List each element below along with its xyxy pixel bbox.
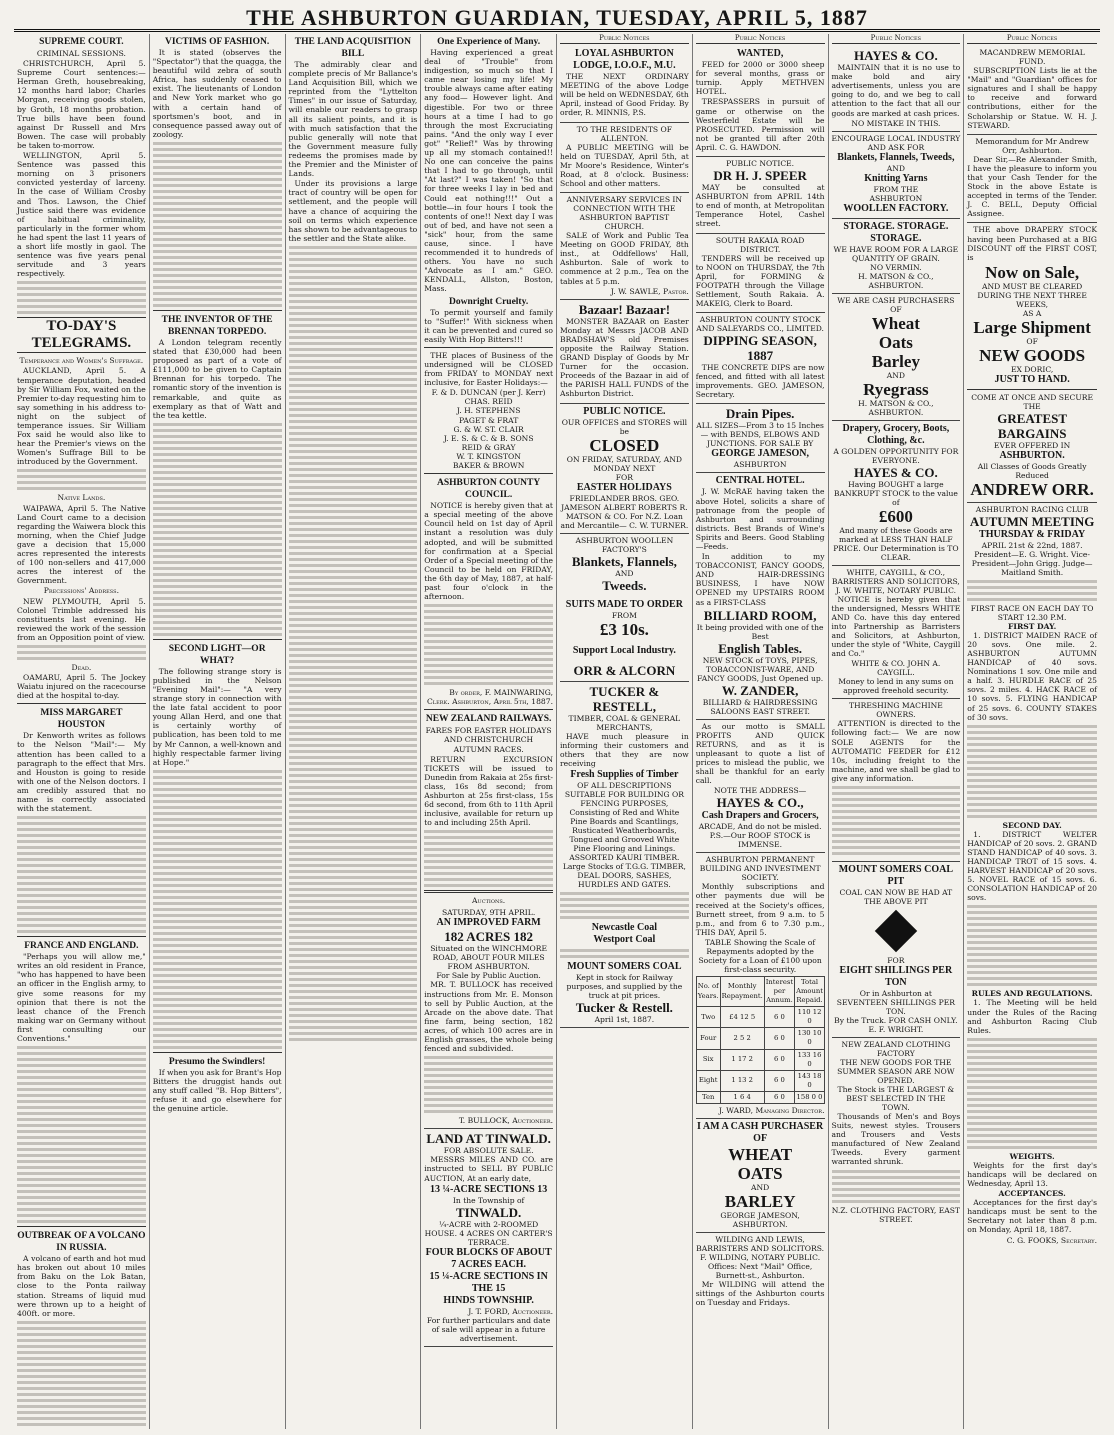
baptist-notice: ANNIVERSARY SERVICES IN CONNECTION WITH THE ASHBURTON BAPTIST CHURCH. SALE of Work and Public Tea Meeting on GOOD FRIDAY, 8th inst., at Oddfellows' Hall, Ashburton. Sale of work to commence at 2 p.m., Tea on the tables at 5 p.m. J. W. SAWLE, Pastor. [560, 193, 689, 300]
easter-closing-notice: PUBLIC NOTICE. OUR OFFICES and STORES will be CLOSED ON FRIDAY, SATURDAY, AND MONDAY NEXT FOR EASTER HOLIDAYS FRIEDLANDER BROS. GEO. JAMESON ALBERT ROBERTS R. MATSON & CO. For N.Z. Loan and Mercantile— C. W. TURNER. [560, 404, 689, 534]
cash-purchaser-advert: I AM A CASH PURCHASER OF WHEAT OATS AND BARLEY GEORGE JAMESON, ASHBURTON. [696, 1119, 825, 1233]
article-text: "Perhaps you will allow me," writes an old resident in France, "who has happened to have been an officer in the English army, to give some reasons for my opinion that there is not the least chance of the French making war on Germany without first consulting our Conventions." [17, 952, 146, 1044]
column-8 [964, 34, 1100, 1429]
table-row: Six 1 17 2 6 0 133 16 0 [696, 1049, 824, 1070]
heading-victims-of-fashion: VICTIMS OF FASHION. [165, 37, 270, 47]
subheading: Native Lands. [57, 493, 106, 503]
article-text: WAIPAWA, April 5. The Native Land Court came to a decision regarding the Waiwera block this morning, when the Chief Judge gave a decision that 15,000 acres represented the interests of 100 non-sellers and 417,000 acres the interest of the Government. [17, 503, 146, 586]
local-industry-advert: ENCOURAGE LOCAL INDUSTRY AND ASK FOR Blankets, Flannels, Tweeds, AND Knitting Yarns FROM THE ASHBURTON WOOLLEN FACTORY. [832, 132, 961, 219]
bankrupt-stock-advert: Drapery, Grocery, Boots, Clothing, &c. A GOLDEN OPPORTUNITY FOR EVERYONE. HAYES & CO. Having BOUGHT a large BANKRUPT STOCK to the value of £600 And many of these Goods are marked at LESS THAN HALF PRICE. Our Determination is TO CLEAR. [832, 421, 961, 566]
article-text: If when you ask for Brant's Hop Bitters the druggist hands out any stuff called "B. Hop Bitters", refuse it and go elsewhere for the genuine article. [152, 1067, 282, 1114]
andrew-orr-advert: THE above DRAPERY STOCK having been Purchased at a BIG DISCOUNT off the FIRST COST, is Now on Sale, AND MUST BE CLEARED DURING THE NEXT THREE WEEKS, AS A Large Shipment OF NEW GOODS EX DORIC, JUST TO HAND. COME AT ONCE AND SECURE THE GREATEST BARGAINS EVER OFFERED IN ASHBURTON. All Classes of Goods Greatly Reduced ANDREW ORR. [967, 223, 1097, 502]
heading-france-and-england: FRANCE AND ENGLAND. [24, 941, 139, 952]
heading-supreme-court: SUPREME COURT. [39, 37, 124, 47]
allenton-notice: TO THE RESIDENTS OF ALLENTON. A PUBLIC MEETING will be held on TUESDAY, April 5th, at Mr Moore's Residence, Winter's Road, at 8 o'clock. Business: School and other matters. [560, 123, 689, 193]
heading-land-acquisition-bill: THE LAND ACQUISITION BILL [294, 37, 411, 59]
firm-name: J. E. S. & C. & B. SONS [443, 433, 534, 443]
article-text: Under its provisions a large tract of country will be open for settlement, and the people will have a chance of acquiring the soil on terms which experience has shown to be advantageous to the settler and the State alike. [288, 179, 418, 243]
auction-advert: SATURDAY, 9TH APRIL. AN IMPROVED FARM 182 ACRES 182 Situated on the WINCHMORE ROAD, ABOUT FOUR MILES FROM ASHBURTON. For Sale by Public Auction. MR. T. BULLOCK has received instructions from Mr. E. Monson to sell by Public Auction, at the Arcade on the above date. That fine farm, being section, 182 acres, of which 100 acres are in English grasses, the whole being fenced and subdivided. T. BULLOCK, Auctioneer. [424, 906, 553, 1129]
article-text: A London telegram recently stated that £30,000 had been proposed as part of a vote of £111,000 to be given to Captain Brennan for his torpedo. The romantic story of the invention is remarkable, and quite as exemplary as that of Watt and the tea kettle. [152, 337, 282, 420]
article-text: The following strange story is published in the Nelson "Evening Mail":— "A very strange story in connection with the late fatal accident to poor young Allan Herd, and one that is certainly worthy of publication, has been told to me by Mr Cannon, a well-known and highly respectable farmer living at Hope." [152, 666, 282, 767]
table-row: Ten 1 6 4 6 0 158 0 0 [696, 1091, 824, 1103]
notice-text: RETURN EXCURSION TICKETS will be issued to Dunedin from Rakaia at 25s first-class, 16s 8d second; from Ashburton at 25s first-class, 15s 6d second, from 6th to 11th April inclusive, available for return up to and including 25th April. [424, 754, 553, 828]
dr-speer-notice: PUBLIC NOTICE. DR H. J. SPEER MAY be consulted at ASHBURTON from APRIL 14th to end of month, at Metropolitan Temperance Hotel, Cashel street. [696, 157, 825, 233]
subheading: Temperance and Women's Suffrage. [19, 356, 144, 366]
central-hotel-advert: CENTRAL HOTEL. J. W. McRAE having taken the above Hotel, solicits a share of patronage from the people of Ashburton and surrounding districts. Best Brands of Wine's Spirits and Beers. Good Stabling—Feeds. In addition to my TOBACCONIST, FANCY GOODS, AND HAIR-DRESSING BUSINESS, I have NOW OPENED my UPSTAIRS ROOM as a FIRST-CLASS BILLIARD ROOM, It being provided with one of the Best English Tables. NEW STOCK of TOYS, PIPES, TOBACCONIST-WARE, AND FANCY GOODS, Just Opened up. W. ZANDER, BILLIARD & HAIRDRESSING SALOONS EAST STREET. [696, 473, 825, 719]
firm-name: J. H. STEPHENS [456, 406, 521, 416]
memorial-fund-notice: MACANDREW MEMORIAL FUND. SUBSCRIPTION Lists lie at the "Mail" and "Guardian" offices for signatures and I shall be happy to receive and forward contributions, either for the Scholarship or Statue. W. H. J. STEWARD. [967, 46, 1097, 135]
column-4 [421, 34, 557, 1429]
column-label: Public Notices [967, 34, 1097, 44]
notice-text: NOTICE is hereby given that at a special meeting of the above Council held on 1st day of April instant a resolution was duly adopted, and will be submitted for confirmation at a Special Order of a Special meeting of the Council to be held on FRIDAY, the 6th day of May, 1887, at half-past four o'clock in the afternoon. [424, 501, 553, 602]
hayes-cash-advert: As our motto is SMALL PROFITS AND QUICK RETURNS, and as it is unpleasant to quote a list of prices to mislead the public, we shall be thankful for an early call. NOTE THE ADDRESS— HAYES & CO., Cash Drapers and Grocers, ARCADE, And do not be misled. P.S.—Our ROOF STOCK is IMMENSE. [696, 720, 825, 854]
masthead-title: THE ASHBURTON GUARDIAN, TUESDAY, APRIL 5, 1887 [246, 4, 868, 30]
column-label: Public Notices [696, 34, 825, 44]
column-1 [14, 34, 150, 1429]
firm-list [424, 388, 553, 470]
column-label: Public Notices [560, 34, 689, 44]
article-text: AUCKLAND, April 5. A temperance deputation, headed by Sir William Fox, waited on the Premier to-day requesting him to say something in his address to-night on the subject of temperance issues. Sir William Fox said he would also like to hear the Premier's views on the Women's Suffrage Bill to be introduced by the Government. [17, 366, 146, 467]
clothing-factory-advert: NEW ZEALAND CLOTHING FACTORY THE NEW GOODS FOR THE SUMMER SEASON ARE NOW OPENED. The Stock is THE LARGEST & BEST SELECTED IN THE TOWN. Thousands of Men's and Boys Suits, newest styles. Trousers and Trousers and Vests manufactured of New Zealand Tweeds. Every garment warranted shrunk. N.Z. CLOTHING FACTORY, EAST STREET. [831, 1039, 961, 1224]
heading-county-council: ASHBURTON COUNTY COUNCIL. [437, 478, 541, 501]
article-text: OAMARU, April 5. The Jockey Waiatu injured on the racecourse died at the hospital to-day. [17, 673, 146, 701]
article-text: CHRISTCHURCH, April 5. Supreme Court sentences:—Herman Greth, housebreaking, 12 months hard labor; Charles Morgan, receiving goods stolen, by Groth, 18 months probation. True bills have been found against Dr Russell and Mrs Bowen. The case will probably be taken to-morrow. [17, 59, 146, 150]
article-text: A volcano of earth and hot mud has broken out about 10 miles from Baku on the Lok Batan, close to the Ponta railway station. Streams of liquid mud were thrown up to a height of 400ft. or more. [17, 1254, 146, 1318]
memorandum-notice: Memorandum for Mr Andrew Orr, Ashburton. Dear Sir,—Re Alexander Smith, I have the pleasure to inform you that your Cash Tender for the Stock in the above Estate is accepted in terms of the Tender. J. C. BELL, Deputy Official Assignee. [967, 135, 1097, 224]
firm-name: G. & W. ST. CLAIR [453, 424, 524, 434]
column-2 [150, 34, 286, 1429]
column-5 [557, 34, 693, 1429]
racing-club-advert: ASHBURTON RACING CLUB AUTUMN MEETING THURSDAY & FRIDAY APRIL 21st & 22nd, 1887. President—E. G. Wright. Vice-President—John Grigg. Judge—Maitland Smith. FIRST RACE ON EACH DAY TO START 12.30 P.M. FIRST DAY. 1. DISTRICT MAIDEN RACE of 20 sovs. One mile. 2. ASHBURTON AUTUMN HANDICAP of 40 sovs. Nominations 1 sov. One mile and a half. 3. HURDLE RACE of 25 sovs. 2 miles. 4. HACK RACE of 10 sovs. 5. FLYING HANDICAP of 25 sovs. 6. COUNTY STAKES of 30 sovs. SECOND DAY. 1. DISTRICT WELTER HANDICAP of 20 sovs. 2. GRAND STAND HANDICAP of 40 sovs. 3. HANDICAP TROT of 15 sovs. 4. HARVEST HANDICAP of 20 sovs. 5. NOVEL RACE of 15 sovs. 6. CONSOLATION HANDICAP of 20 sovs. RULES AND REGULATIONS. 1. The Meeting will be held under the Rules of the Racing and Ashburton Racing Club Rules. WEIGHTS. Weights for the first day's handicaps will be declared on Wednesday, April 13. ACCEPTANCES. Acceptances for the first day's handicaps must be sent to the Secretary not later than 8 p.m. on Monday, April 18, 1887. C. G. FOOKS, Secretary. [967, 504, 1097, 1245]
firm-name: W. T. KINGSTON [456, 451, 521, 461]
subheading-criminal-sessions: CRIMINAL SESSIONS. [36, 49, 126, 58]
heading-volcano-outbreak: OUTBREAK OF A VOLCANO IN RUSSIA. [17, 1231, 146, 1254]
hayes-advert: HAYES & CO. MAINTAIN that it is no use to make bold and airy advertisements, unless you are going to do, and we beg to call attention to the fact that all our goods are marked at cash prices. NO MISTAKE IN THIS. [832, 46, 961, 132]
columns [14, 34, 1100, 1429]
subheading: Dead. [71, 662, 92, 672]
lodge-notice: LOYAL ASHBURTON LODGE, I.O.O.F., M.U. THE NEXT ORDINARY MEETING of the above Lodge will be held on WEDNESDAY, 6th April, instead of Good Friday. By order, R. MINNIS, P.S. [560, 46, 689, 122]
advert-text: To permit yourself and family to "Suffer!" With sickness when it can be prevented and cured so easily With Hop Bitters!!! [424, 307, 553, 344]
heading-todays-telegrams: TO-DAY'S TELEGRAMS. [17, 317, 146, 353]
subheading: FARES FOR EASTER HOLIDAYS AND CHRISTCHURCH AUTUMN RACES. [425, 726, 552, 754]
article-text: It is stated (observes the "Spectator") that the quagga, the beautiful wild zebra of south Africa, has suddenly ceased to exist. The lieutenants of London and New York market who go with a certain hand of sportsmen's boot, and in consequence passed away out of zoology. [152, 48, 282, 139]
building-society-advert: ASHBURTON PERMANENT BUILDING AND INVESTMENT SOCIETY. Monthly subscriptions and other payments due will be received at the Society's offices, Burnett street, from 9 a.m. to 5 p.m., and from 6 to 7.30 p.m., THIS DAY, April 5. TABLE Showing the Scale of Repayments adopted by the Society for a Loan of £100 upon first-class security. No. of Years. Monthly Repayment. Interest per Annum. Total Amount Repaid. Two £4 12 5 6 0 110 12 0 Four 2 5 2 6 0 130 10 0 Six 1 17 2 6 0 133 16 0 Eight 1 13 2 6 0 143 18 0 Ten 1 6 4 6 0 158 0 0 J. WARD, Managing Director. [696, 853, 825, 1119]
article-text: Dr Kenworth writes as follows to the Nelson "Mail":— My attention has been called to a paragraph to the effect that Mrs. and Houston is going to reside with one of the Nelson doctors. I am credibly assured that no name is correctly associated with the statement. [17, 731, 146, 814]
table-row: Two £4 12 5 6 0 110 12 0 [696, 1007, 824, 1028]
storage-advert: STORAGE. STORAGE. STORAGE. WE HAVE ROOM FOR A LARGE QUANTITY OF GRAIN. NO VERMIN. H. MATSON & CO., ASHBURTON. [832, 219, 961, 294]
column-label: Public Notices [832, 34, 961, 44]
heading-second-light: SECOND LIGHT—OR WHAT? [168, 643, 266, 666]
section-auctions: Auctions. [472, 896, 506, 906]
tinwald-advert: LAND AT TINWALD. FOR ABSOLUTE SALE. MESSRS MILES AND CO. are instructed to SELL BY PUBLIC AUCTION, At an early date, 13 ¼-ACRE SECTIONS 13 In the Township of TINWALD. ¼-ACRE with 2-ROOMED HOUSE. 4 ACRES ON CARTER'S TERRACE. FOUR BLOCKS OF ABOUT 7 ACRES EACH. 15 ¼-ACRE SECTIONS IN THE 15 HINDS TOWNSHIP. J. T. FORD, Auctioneer. For further particulars and date of sale will appear in a future advertisement. [424, 1129, 553, 1346]
subheading: Precessions' Address. [43, 586, 119, 596]
article-text: NEW PLYMOUTH, April 5. Colonel Trimble addressed his constituents last evening. He reviewed the work of the session from an Opposition point of view. [17, 596, 146, 642]
column-3 [286, 34, 422, 1429]
threshing-advert: THRESHING MACHINE OWNERS. ATTENTION is directed to the following fact:— We are now SOLE AGENTS for the AUTOMATIC FEEDER for £12 10s, including freight to the machine, and we shall be glad to give any information. [832, 699, 961, 862]
diamond-ornament-icon [875, 910, 917, 952]
wilding-lewis-advert: WILDING AND LEWIS, BARRISTERS AND SOLICITORS. F. WILDING, NOTARY PUBLIC. Offices: Next "Mail" Office, Burnett-st., Ashburton. Mr WILDING will attend the sittings of the Ashburton courts on Tuesday and Fridays. [695, 1235, 825, 1308]
grain-purchasers-advert: WE ARE CASH PURCHASERS OF Wheat Oats Barley AND Ryegrass H. MATSON & CO., ASHBURTON. [832, 294, 961, 421]
heading-one-experience: One Experience of Many. [437, 37, 541, 47]
dipping-season-advert: ASHBURTON COUNTY STOCK AND SALEYARDS CO., LIMITED. DIPPING SEASON, 1887 THE CONCRETE DIPS are now fenced, and fitted with all latest improvements. GEO. JAMESON, Secretary. [696, 313, 825, 404]
road-district-notice: SOUTH RAKAIA ROAD DISTRICT. TENDERS will be received up to NOON on THURSDAY, the 7th April, for FORMING & FOOTPATH through the Village Settlement, South Rakaia. A. MAKEIG, Clerk to Board. [696, 234, 825, 314]
repayment-table [696, 976, 825, 1104]
masthead [14, 6, 1100, 32]
signature: By order, F. MAINWARING, Clerk. Ashburton, April 5th, 1887. [427, 688, 553, 707]
bazaar-advert: Bazaar! Bazaar! MONSTER BAZAAR on Easter Monday at Messrs JACOB AND BRADSHAW'S old Premises opposite the Railway Station. GRAND Display of Goods by Mr Turner for the occasion. Proceeds of the Bazaar in aid of the PARISH HALL FUNDS of the Ashburton District. [560, 300, 689, 404]
table-row: Four 2 5 2 6 0 130 10 0 [696, 1028, 824, 1049]
advert-text: Having experienced a great deal of "Trouble" from indigestion, so much so that I came near losing my life! My trouble always came after eating any food— However light. And digestible. For two or three hours at a time I had to go through the most Excruciating pains. "And the only way I ever got" "Relief!" Was by throwing up all my stomach contained!! No one can conceive the pains that I had to go through, until "At last?" I was taken! "So that for three weeks I lay in bed and Could eat nothing!!!" Out a bottle—in four hours I took the contents of one!! Next day I was out of bed, and have not seen a "sick" hour, from the same cause, since. I have recommended it to hundreds of others. You have no such "Advocate as I am." GEO. KENDALL, Allston, Boston, Mass. [424, 48, 553, 294]
firm-name: F. & D. DUNCAN (per J. Kerr) [431, 388, 546, 398]
table-header-row: No. of Years. Monthly Repayment. Interest per Annum. Total Amount Repaid. [696, 976, 824, 1006]
column-7 [829, 34, 965, 1429]
article-text: WELLINGTON, April 5. Sentence was passed this morning on 3 prisoners convicted yesterday of larceny. In the case of William Crosby and Thos. Lawson, the Chief Justice said there was evidence of habitual criminality, particularly in the former whom he had spent the last 11 years of a short life mostly in gaol. The sentence was five years penal servitude and 3 years respectively. [17, 151, 146, 279]
firm-name: REID & GRAY [461, 442, 516, 452]
notice-text: THE places of Business of the undersigned will be CLOSED from FRIDAY to MONDAY next inclusive, for Easter Holidays:— [424, 350, 553, 388]
woollen-factory-advert: ASHBURTON WOOLLEN FACTORY'S Blankets, Flannels, AND Tweeds. SUITS MADE TO ORDER FROM £3 10s. Support Local Industry. ORR & ALCORN [560, 534, 689, 682]
heading-nz-railways: NEW ZEALAND RAILWAYS. [425, 714, 552, 725]
drain-pipes-advert: Drain Pipes. ALL SIZES—From 3 to 15 Inches— with BENDS, ELBOWS AND JUNCTIONS. FOR SALE BY GEORGE JAMESON, ASHBURTON [696, 404, 825, 473]
heading-swindlers: Presumo the Swindlers! [168, 1056, 266, 1067]
column-6 [693, 34, 829, 1429]
heading-brennan-torpedo: THE INVENTOR OF THE BRENNAN TORPEDO. [161, 314, 273, 337]
white-caygill-advert: WHITE, CAYGILL, & CO., BARRISTERS AND SOLICITORS, J. W. WHITE, NOTARY PUBLIC. NOTICE is hereby given that the undersigned, Messrs WHITE AND Co. have this day entered into Partnership as Barristers and Solicitors, at Ashburton, under the style of "White, Caygill and Co." WHITE & CO. JOHN A. CAYGILL. Money to lend in any sums on approved freehold security. [832, 566, 961, 700]
heading-miss-margaret-houston: MISS MARGARET HOUSTON [40, 708, 123, 731]
tucker-restell-advert: TUCKER & RESTELL, TIMBER, COAL & GENERAL MERCHANTS, HAVE much pleasure in informing their customers and others that they are now receiving Fresh Supplies of Timber OF ALL DESCRIPTIONS SUITABLE FOR BUILDING OR FENCING PURPOSES, Consisting of Red and White Pine Boards and Scantlings, Rusticated Weatherboards, Tongued and Grooved White Pine Flooring and Linings. ASSORTED KAURI TIMBER. Large Stocks of T.G.G. TIMBER, DEAL DOORS, SASHES, HURDLES AND GATES. Newcastle Coal Westport Coal MOUNT SOMERS COAL Kept in stock for Railway purposes, and supplied by the truck at pit prices. Tucker & Restell. April 1st, 1887. [560, 682, 689, 1028]
firm-name: CHAS. REID [464, 397, 513, 407]
firm-name: PAGET & FRAT [458, 415, 519, 425]
wanted-advert: WANTED, FEED for 2000 or 3000 sheep for several months, grass or turnip. Apply METHVEN HOTEL. TRESPASSERS in pursuit of game or otherwise on the Westerfield Estate will be PROSECUTED. Permission will not be granted till after 20th April. C. G. HAWDON. [696, 46, 825, 157]
heading-downright-cruelty: Downright Cruelty. [449, 296, 529, 307]
table-row: Eight 1 13 2 6 0 143 18 0 [696, 1070, 824, 1091]
mount-somers-advert: MOUNT SOMERS COAL PIT COAL CAN NOW BE HAD AT THE ABOVE PIT FOR EIGHT SHILLINGS PER TON Or in Ashburton at SEVENTEEN SHILLINGS PER TON. By the Truck. FOR CASH ONLY. E. F. WRIGHT. [832, 862, 961, 1038]
firm-name: BAKER & BROWN [452, 461, 525, 471]
article-text: The admirably clear and complete precis of Mr Ballance's Land Acquisition Bill, which we reprinted from the "Lyttelton Times" in our issue of Saturday, will enable our readers to grasp all its salient points, and it is with much satisfaction that the public generally will note that the Government measure fully redeems the promises made by the Premier and the Minister of Lands. [288, 60, 418, 179]
